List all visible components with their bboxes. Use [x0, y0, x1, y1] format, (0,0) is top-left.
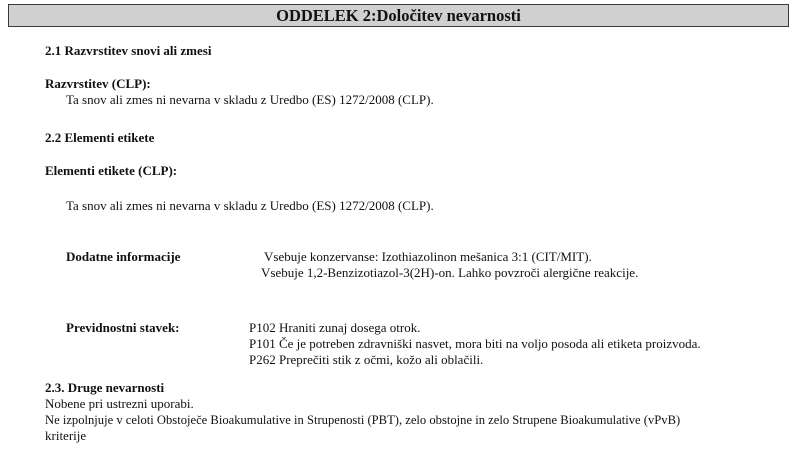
subheading-label-elements-clp: Elementi etikete (CLP): [45, 163, 178, 178]
precautionary-label: Previdnostni stavek: [66, 320, 180, 335]
heading-2-3: 2.3. Druge nevarnosti [45, 380, 165, 395]
classification-text: Ta snov ali zmes ni nevarna v skladu z Uredbo (ES) 1272/2008 (CLP). [66, 92, 434, 107]
additional-info-line: Vsebuje 1,2-Benzizotiazol-3(2H)-on. Lahko povzroči alergične reakcije. [261, 265, 639, 280]
label-elements-text: Ta snov ali zmes ni nevarna v skladu z Uredbo (ES) 1272/2008 (CLP). [66, 198, 434, 213]
precautionary-statement: P102 Hraniti zunaj dosega otrok. [249, 320, 421, 335]
precautionary-statement: P101 Če je potreben zdravniški nasvet, mora biti na voljo posoda ali etiketa proizvoda. [249, 336, 701, 351]
heading-2-1: 2.1 Razvrstitev snovi ali zmesi [45, 43, 212, 58]
other-hazards-line: Nobene pri ustrezni uporabi. [45, 396, 194, 411]
additional-info-line: Vsebuje konzervanse: Izothiazolinon mešanica 3:1 (CIT/MIT). [264, 249, 592, 264]
subheading-classification-clp: Razvrstitev (CLP): [45, 76, 151, 91]
other-hazards-line: Ne izpolnjuje v celoti Obstoječe Bioakumulative in Strupenosti (PBT), zelo obstojne in zelo Strupene Bioakumulative (vPvB) [45, 413, 681, 427]
additional-info-label: Dodatne informacije [66, 249, 181, 264]
heading-2-2: 2.2 Elementi etikete [45, 130, 155, 145]
other-hazards-line: kriterije [45, 428, 87, 443]
section-header: ODDELEK 2:Določitev nevarnosti [8, 4, 789, 27]
precautionary-statement: P262 Preprečiti stik z očmi, kožo ali oblačili. [249, 352, 484, 367]
